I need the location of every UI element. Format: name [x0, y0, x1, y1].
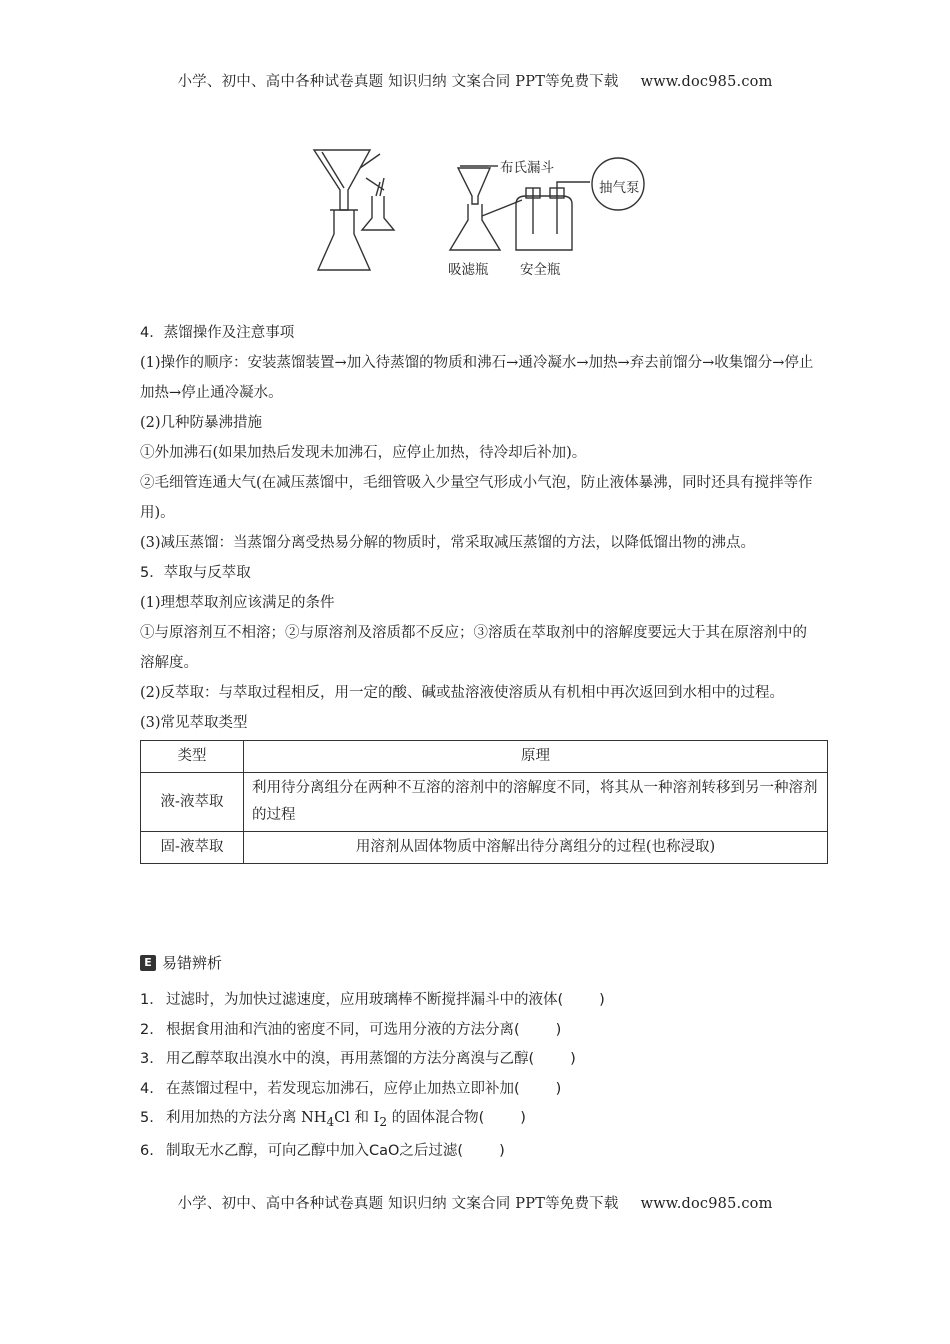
list-item: 1． 过滤时，为加快过滤速度，应用玻璃棒不断搅拌漏斗中的液体( )	[140, 992, 605, 1008]
table-cell: 液-液萃取	[141, 773, 244, 832]
section-4-title: 4．蒸馏操作及注意事项	[140, 325, 295, 341]
sec4-p1: (1)操作的顺序：安装蒸馏装置→加入待蒸馏的物质和沸石→通冷凝水→加热→弃去前馏分→收集馏分→停止加热→停止通冷凝水。	[140, 355, 814, 401]
footer-text: 小学、初中、高中各种试卷真题 知识归纳 文案合同 PPT等免费下载	[177, 1196, 619, 1212]
table-row	[141, 773, 828, 832]
sec5-p3: (2)反萃取：与萃取过程相反，用一定的酸、碱或盐溶液使溶质从有机相中再次返回到水相中的过程。	[140, 685, 785, 701]
label-suction-flask: 吸滤瓶	[448, 262, 489, 278]
label-safety-bottle: 安全瓶	[520, 262, 561, 278]
label-buchner-funnel: 布氏漏斗	[500, 160, 554, 176]
section-5-title: 5．萃取与反萃取	[140, 565, 251, 581]
table-header: 类型	[141, 741, 244, 773]
table-cell: 利用待分离组分在两种不互溶的溶剂中的溶解度不同，将其从一种溶剂转移到另一种溶剂的过程	[244, 773, 828, 832]
list-item: 2. 根据食用油和汽油的密度不同，可选用分液的方法分离( )	[140, 1021, 562, 1038]
table-header: 原理	[244, 741, 828, 773]
label-vacuum-pump: 抽气泵	[599, 180, 640, 196]
main-content	[140, 318, 818, 864]
error-analysis-title: 易错辨析	[162, 954, 223, 972]
sec4-p5: (3)减压蒸馏：当蒸馏分离受热易分解的物质时，常采取减压蒸馏的方法，以降低馏出物的沸点。	[140, 535, 756, 551]
list-item: 4. 在蒸馏过程中，若发现忘加沸石，应停止加热立即补加( )	[140, 1080, 562, 1097]
list-item: 3. 用乙醇萃取出溴水中的溴，再用蒸馏的方法分离溴与乙醇( )	[140, 1051, 576, 1067]
sec5-p2: ①与原溶剂互不相溶；②与原溶剂及溶质都不反应；③溶质在萃取剂中的溶解度要远大于其在原溶剂中的溶解度。	[140, 625, 807, 671]
table-cell: 固-液萃取	[141, 832, 244, 864]
sec5-p4: (3)常见萃取类型	[140, 715, 248, 731]
extraction-types-table	[140, 740, 828, 864]
page-header	[0, 70, 950, 91]
header-text: 小学、初中、高中各种试卷真题 知识归纳 文案合同 PPT等免费下载	[177, 74, 619, 90]
header-url: www.doc985.com	[640, 74, 773, 90]
page-footer	[0, 1192, 950, 1213]
sec4-p2: (2)几种防暴沸措施	[140, 415, 263, 431]
filtration-figure	[300, 138, 660, 288]
sec4-p3: ①外加沸石(如果加热后发现未加沸石，应停止加热，待冷却后补加)。	[140, 445, 587, 461]
list-item: 5. 利用加热的方法分离 $NH_4Cl$ 和 $I_2$ 的固体混合物( )	[140, 1110, 526, 1129]
footer-url: www.doc985.com	[640, 1196, 773, 1212]
list-item: 6. 制取无水乙醇，可向乙醇中加入CaO之后过滤( )	[140, 1143, 505, 1160]
table-cell: 用溶剂从固体物质中溶解出待分离组分的过程(也称浸取)	[244, 832, 828, 864]
question-list	[140, 986, 605, 1167]
e-badge-icon: E	[140, 955, 156, 971]
sec5-p1: (1)理想萃取剂应该满足的条件	[140, 595, 335, 611]
table-row	[141, 832, 828, 864]
sec4-p4: ②毛细管连通大气(在减压蒸馏中，毛细管吸入少量空气形成小气泡，防止液体暴沸，同时还具有搅拌等作用)。	[140, 475, 813, 521]
error-analysis-heading	[140, 952, 222, 973]
table-header-row	[141, 741, 828, 773]
